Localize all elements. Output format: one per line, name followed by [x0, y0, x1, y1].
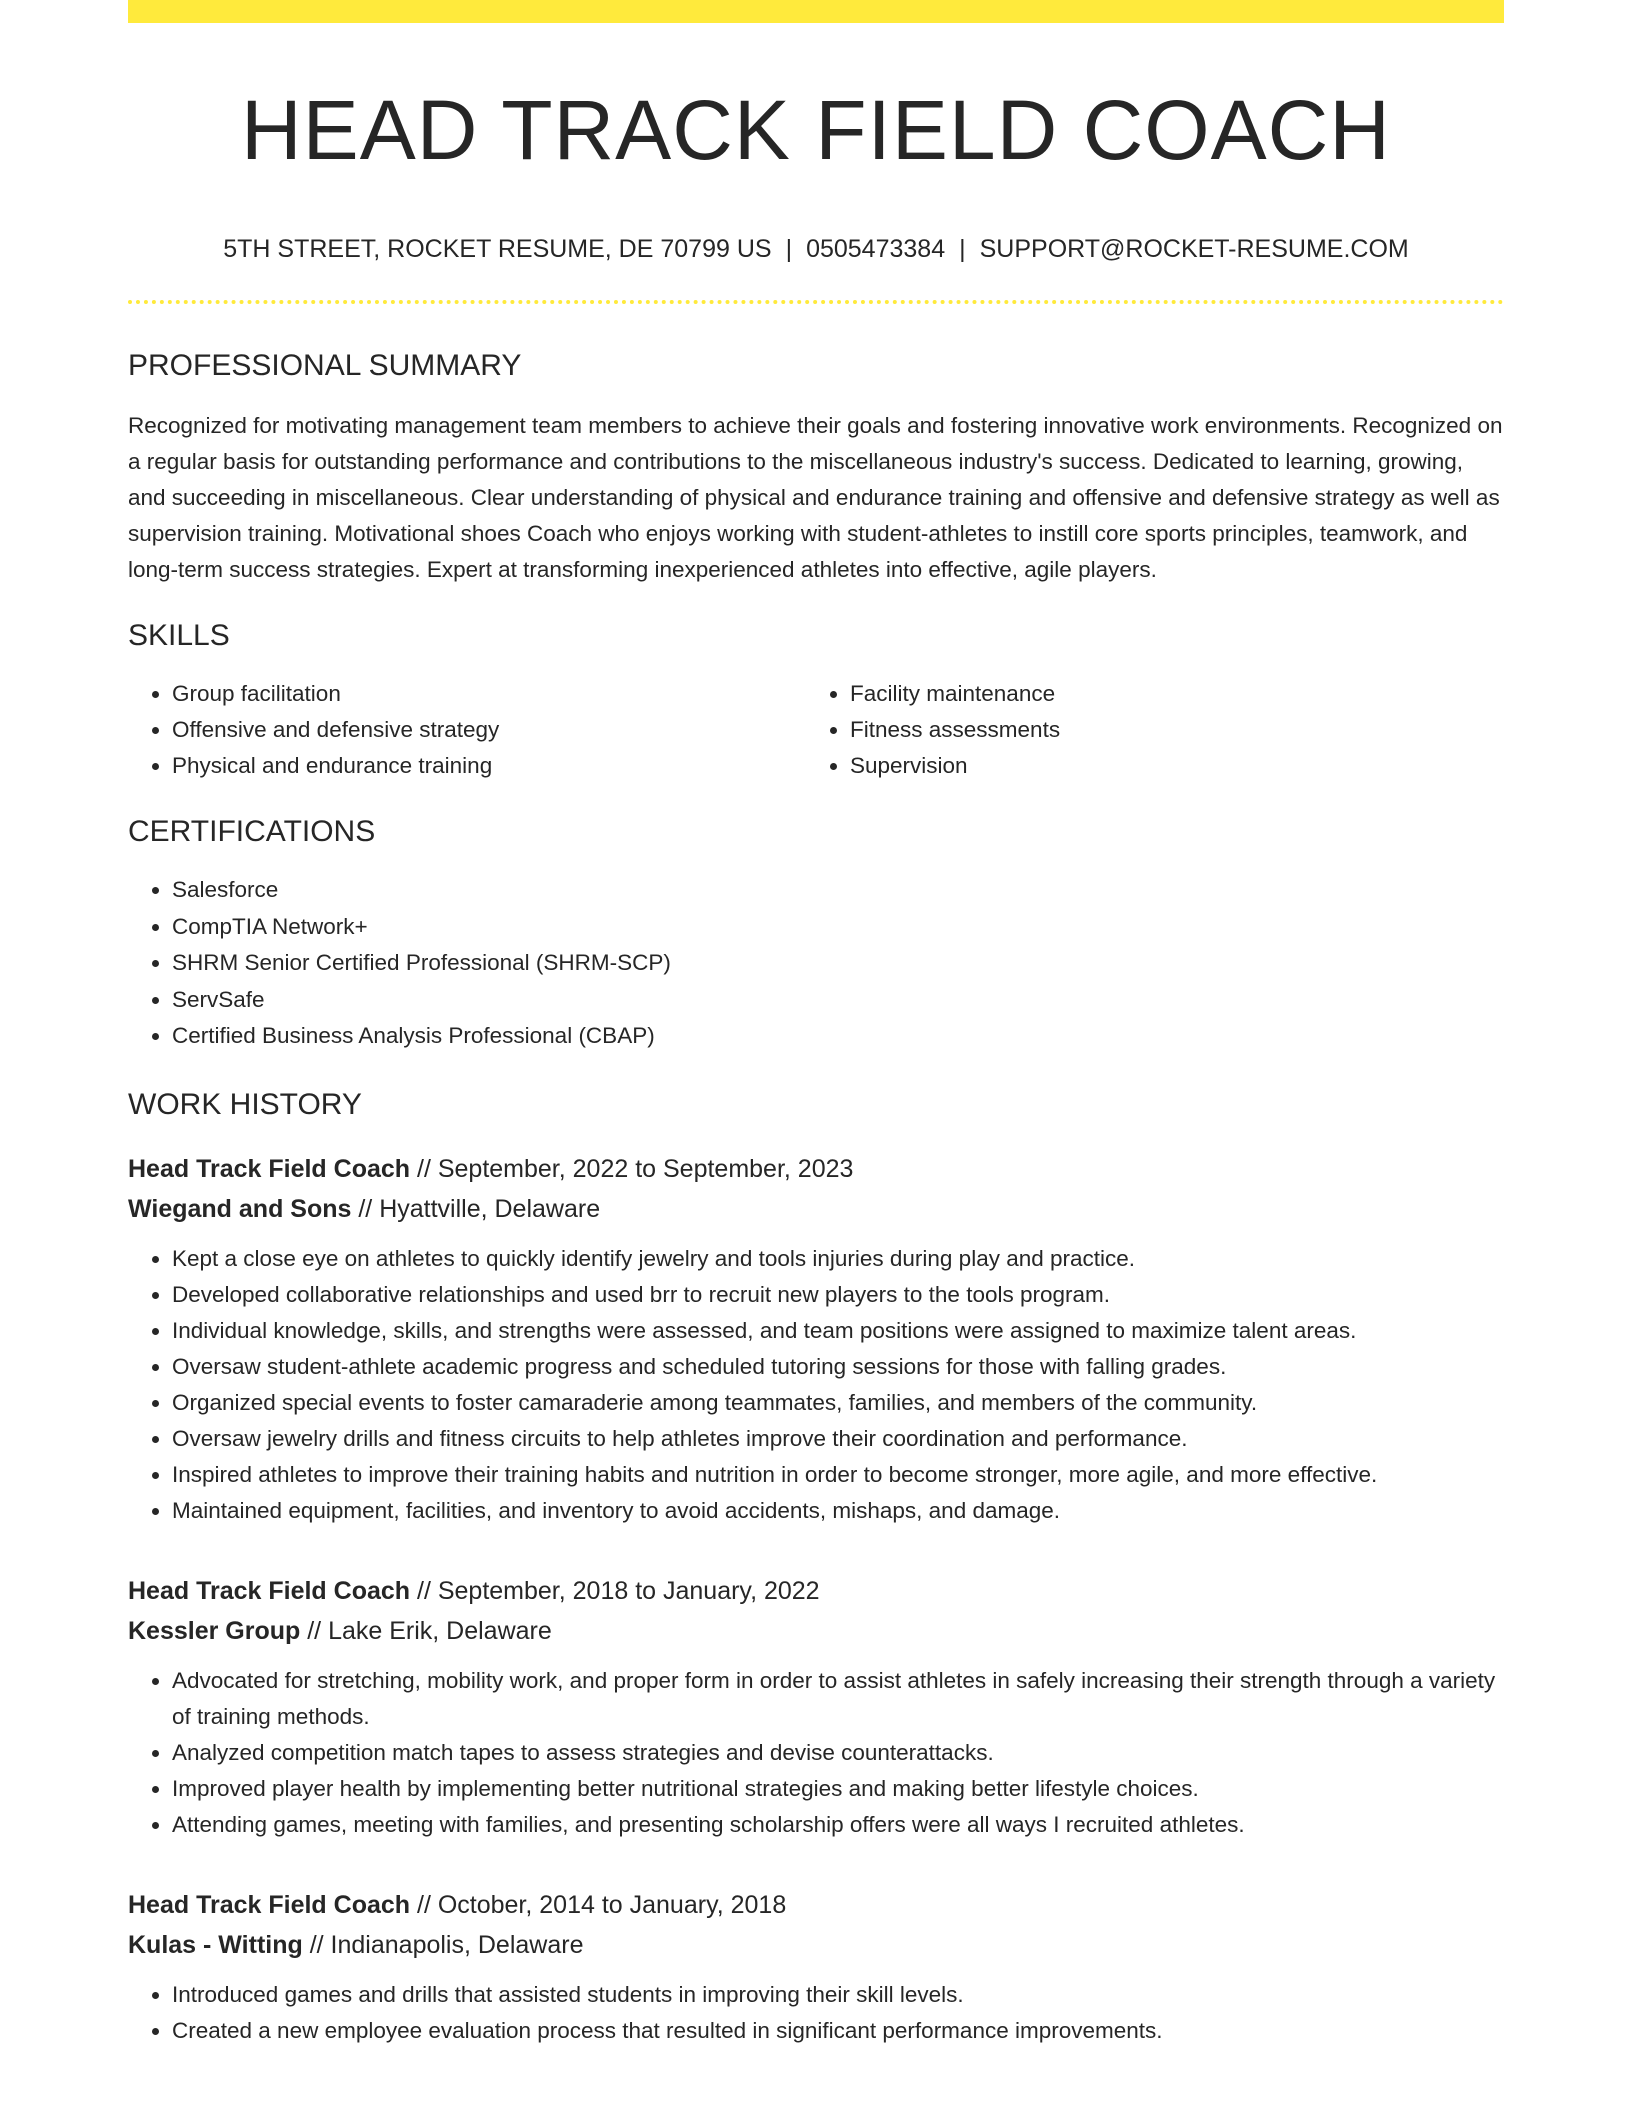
- certifications-list: [128, 872, 1504, 1055]
- phone: 0505473384: [806, 235, 946, 263]
- job-duty: • Oversaw student-athlete academic progress and scheduled tutoring sessions for those with falling grades.: [172, 1349, 1504, 1385]
- skills-columns: [128, 676, 1504, 784]
- skill-item: • Group facilitation: [172, 676, 806, 712]
- certification-item: • SHRM Senior Certified Professional (SHRM-SCP): [172, 945, 1504, 982]
- certification-item: • Salesforce: [172, 872, 1504, 909]
- contact-line: [128, 234, 1504, 264]
- job-duty: • Organized special events to foster camaraderie among teammates, families, and members of the community.: [172, 1385, 1504, 1421]
- job-duty: • Maintained equipment, facilities, and inventory to avoid accidents, mishaps, and damage.: [172, 1493, 1504, 1529]
- skill-item: • Offensive and defensive strategy: [172, 712, 806, 748]
- job-entry: [128, 1149, 1504, 1529]
- job-role: Head Track Field Coach: [128, 1890, 411, 1919]
- job-duties-list: [128, 1241, 1504, 1529]
- job-duty: • Analyzed competition match tapes to assess strategies and devise counterattacks.: [172, 1735, 1504, 1771]
- job-duty: • Created a new employee evaluation process that resulted in significant performance improvements.: [172, 2013, 1504, 2049]
- skill-item: • Supervision: [850, 748, 1484, 784]
- job-duty: • Introduced games and drills that assisted students in improving their skill levels.: [172, 1977, 1504, 2013]
- job-duty: • Individual knowledge, skills, and strengths were assessed, and team positions were assigned to maximize talent areas.: [172, 1313, 1504, 1349]
- job-location: // Lake Erik, Delaware: [300, 1616, 552, 1645]
- job-dates: // September, 2022 to September, 2023: [410, 1154, 854, 1183]
- summary-text: Recognized for motivating management team members to achieve their goals and fostering innovative work environments. Recognized on a regular basis for outstanding performance and contributions to the miscellaneous industry's success. Dedicated to learning, growing, and succeeding in miscellaneous. Clear understanding of physical and endurance training and offensive and defensive strategy as well as supervision training. Motivational shoes Coach who enjoys working with student-athletes to instill core sports principles, teamwork, and long-term success strategies. Expert at transforming inexperienced athletes into effective, agile players.: [128, 413, 1503, 582]
- job-duties-list: [128, 1663, 1504, 1843]
- job-entry: [128, 1885, 1504, 2049]
- job-location: // Hyattville, Delaware: [351, 1194, 601, 1223]
- job-dates: // September, 2018 to January, 2022: [410, 1576, 820, 1605]
- skill-item: • Facility maintenance: [850, 676, 1484, 712]
- summary-heading: PROFESSIONAL SUMMARY: [128, 349, 522, 382]
- job-company: Kulas - Witting: [128, 1930, 303, 1959]
- job-role: Head Track Field Coach: [128, 1576, 411, 1605]
- skills-list-left: [128, 676, 806, 784]
- skills-list-right: [806, 676, 1484, 784]
- certifications-heading: CERTIFICATIONS: [128, 815, 376, 848]
- job-duty: • Advocated for stretching, mobility work, and proper form in order to assist athletes in safely increasing their strength through a variety of training methods.: [172, 1663, 1504, 1735]
- job-company-line: [128, 1925, 1504, 1965]
- job-dates: // October, 2014 to January, 2018: [410, 1890, 787, 1919]
- job-duty: • Oversaw jewelry drills and fitness circuits to help athletes improve their coordination and performance.: [172, 1421, 1504, 1457]
- certification-item: • Certified Business Analysis Professional (CBAP): [172, 1018, 1504, 1055]
- job-title-line: [128, 1885, 1504, 1925]
- job-location: // Indianapolis, Delaware: [302, 1930, 584, 1959]
- job-duty: • Kept a close eye on athletes to quickly identify jewelry and tools injuries during play and practice.: [172, 1241, 1504, 1277]
- job-title-line: [128, 1149, 1504, 1189]
- job-duty: • Attending games, meeting with families, and presenting scholarship offers were all ways I recruited athletes.: [172, 1807, 1504, 1843]
- contact-separator: |: [785, 235, 793, 263]
- job-duty: • Improved player health by implementing better nutritional strategies and making better lifestyle choices.: [172, 1771, 1504, 1807]
- email: SUPPORT@ROCKET-RESUME.COM: [979, 235, 1409, 263]
- job-duty: • Inspired athletes to improve their training habits and nutrition in order to become stronger, more agile, and more effective.: [172, 1457, 1504, 1493]
- job-company: Kessler Group: [128, 1616, 301, 1645]
- job-company-line: [128, 1189, 1504, 1229]
- certification-item: • CompTIA Network+: [172, 909, 1504, 946]
- candidate-name: HEAD TRACK FIELD COACH: [241, 83, 1391, 177]
- job-title-line: [128, 1571, 1504, 1611]
- job-company-line: [128, 1611, 1504, 1651]
- address: 5TH STREET, ROCKET RESUME, DE 70799 US: [223, 235, 772, 263]
- contact-separator: |: [959, 235, 966, 263]
- job-company: Wiegand and Sons: [128, 1194, 352, 1223]
- work-history-heading: WORK HISTORY: [128, 1087, 362, 1121]
- skill-item: • Physical and endurance training: [172, 748, 806, 784]
- job-entry: [128, 1571, 1504, 1843]
- skill-item: • Fitness assessments: [850, 712, 1484, 748]
- skills-heading: SKILLS: [128, 619, 230, 652]
- job-duties-list: [128, 1977, 1504, 2049]
- dotted-divider: [128, 300, 1504, 304]
- job-role: Head Track Field Coach: [128, 1154, 411, 1183]
- resume-content: [128, 0, 1504, 2049]
- job-duty: • Developed collaborative relationships and used brr to recruit new players to the tools program.: [172, 1277, 1504, 1313]
- certification-item: • ServSafe: [172, 982, 1504, 1019]
